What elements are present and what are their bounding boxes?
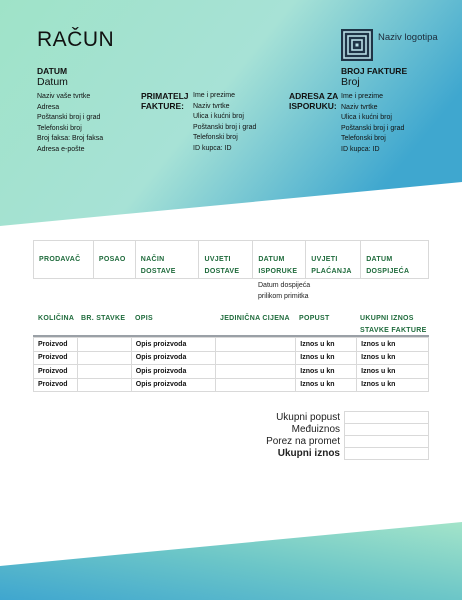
recipient-city: Poštanski broj i grad [193,123,257,131]
shipping-customer-id: ID kupca: ID [341,145,380,153]
logo-text: Naziv logotipa [378,32,438,43]
shipping-label: ADRESA ZA ISPORUKU: [289,91,338,111]
item-discount[interactable]: Iznos u kn [296,351,357,365]
shipping-street: Ulica i kućni broj [341,114,392,122]
item-quantity[interactable]: Proizvod [34,365,78,379]
details-header-shipping-method: NAČIN DOSTAVE [135,241,199,279]
item-description[interactable]: Opis proizvoda [131,351,215,365]
item-unit-price[interactable] [215,338,296,352]
item-line-total[interactable]: Iznos u kn [357,378,429,392]
recipient-name: Ime i prezime [193,92,236,99]
details-header-seller: PRODAVAČ [34,241,94,279]
date-value: Datum [37,76,68,88]
items-header-quantity: KOLIČINA [38,315,75,322]
details-header-delivery-date: DATUM ISPORUKE [253,241,306,279]
seller-email: Adresa e-pošte [37,145,85,153]
seller-fax: Broj faksa: Broj faksa [37,135,104,143]
recipient-label: PRIMATELJ FAKTURE: [141,91,189,111]
grand-total-label: Ukupni iznos [277,448,340,459]
item-discount[interactable]: Iznos u kn [296,338,357,352]
details-header-due-date: DATUM DOSPIJEĆA [361,241,429,279]
table-row [34,351,429,365]
date-label: DATUM [37,66,68,76]
item-description[interactable]: Opis proizvoda [131,338,215,352]
item-quantity[interactable]: Proizvod [34,351,78,365]
invoice-number-label: BROJ FAKTURE [341,66,408,76]
details-table [33,240,429,279]
item-discount[interactable]: Iznos u kn [296,365,357,379]
items-header-unit-price: JEDINIČNA CIJENA [220,315,290,322]
footer-band [0,522,462,600]
recipient-phone: Telefonski broj [193,134,238,142]
shipping-city: Poštanski broj i grad [341,124,405,132]
item-unit-price[interactable] [215,378,296,392]
shipping-block [341,66,441,156]
table-row [34,365,429,379]
item-quantity[interactable]: Proizvod [34,378,78,392]
items-header-item-number: BR. STAVKE [81,315,126,322]
seller-address: Adresa [37,103,60,111]
item-number[interactable] [77,351,131,365]
grand-total-row [180,447,429,460]
total-discount-label: Ukupni popust [276,412,340,423]
invoice-number-value: Broj [341,76,360,88]
item-number[interactable] [77,378,131,392]
seller-company: Naziv vaše tvrtke [37,93,91,100]
seller-phone: Telefonski broj [37,124,82,132]
shipping-name: Ime i prezime [341,93,384,100]
logo-icon [341,29,373,61]
items-header-discount: POPUST [299,315,330,322]
items-header-description: OPIS [135,315,153,322]
shipping-phone: Telefonski broj [341,135,386,143]
seller-city: Poštanski broj i grad [37,114,101,122]
item-number[interactable] [77,338,131,352]
item-discount[interactable]: Iznos u kn [296,378,357,392]
item-description[interactable]: Opis proizvoda [131,378,215,392]
grand-total-value[interactable] [344,447,429,460]
subtotal-label: Međuiznos [291,424,340,435]
item-unit-price[interactable] [215,351,296,365]
page-title: RAČUN [37,28,115,51]
sales-tax-label: Porez na promet [266,436,340,447]
item-line-total[interactable]: Iznos u kn [357,365,429,379]
due-date-note: Datum dospijeća prilikom primitka [258,282,311,300]
recipient-street: Ulica i kućni broj [193,113,244,121]
recipient-company: Naziv tvrtke [193,102,230,110]
item-quantity[interactable]: Proizvod [34,338,78,352]
details-header-shipping-terms: UVJETI DOSTAVE [199,241,253,279]
shipping-company: Naziv tvrtke [341,103,378,111]
item-line-total[interactable]: Iznos u kn [357,338,429,352]
items-header-line-total: UKUPNI IZNOS STAVKE FAKTURE [360,315,427,334]
item-line-total[interactable]: Iznos u kn [357,351,429,365]
details-header-job: POSAO [93,241,135,279]
seller-block [37,66,137,156]
item-number[interactable] [77,365,131,379]
table-row [34,338,429,352]
items-table [33,337,429,392]
item-description[interactable]: Opis proizvoda [131,365,215,379]
details-header-payment-terms: UVJETI PLAĆANJA [306,241,361,279]
item-unit-price[interactable] [215,365,296,379]
recipient-customer-id: ID kupca: ID [193,144,232,152]
recipient-block [193,91,283,155]
table-row [34,378,429,392]
items-header [33,311,429,335]
